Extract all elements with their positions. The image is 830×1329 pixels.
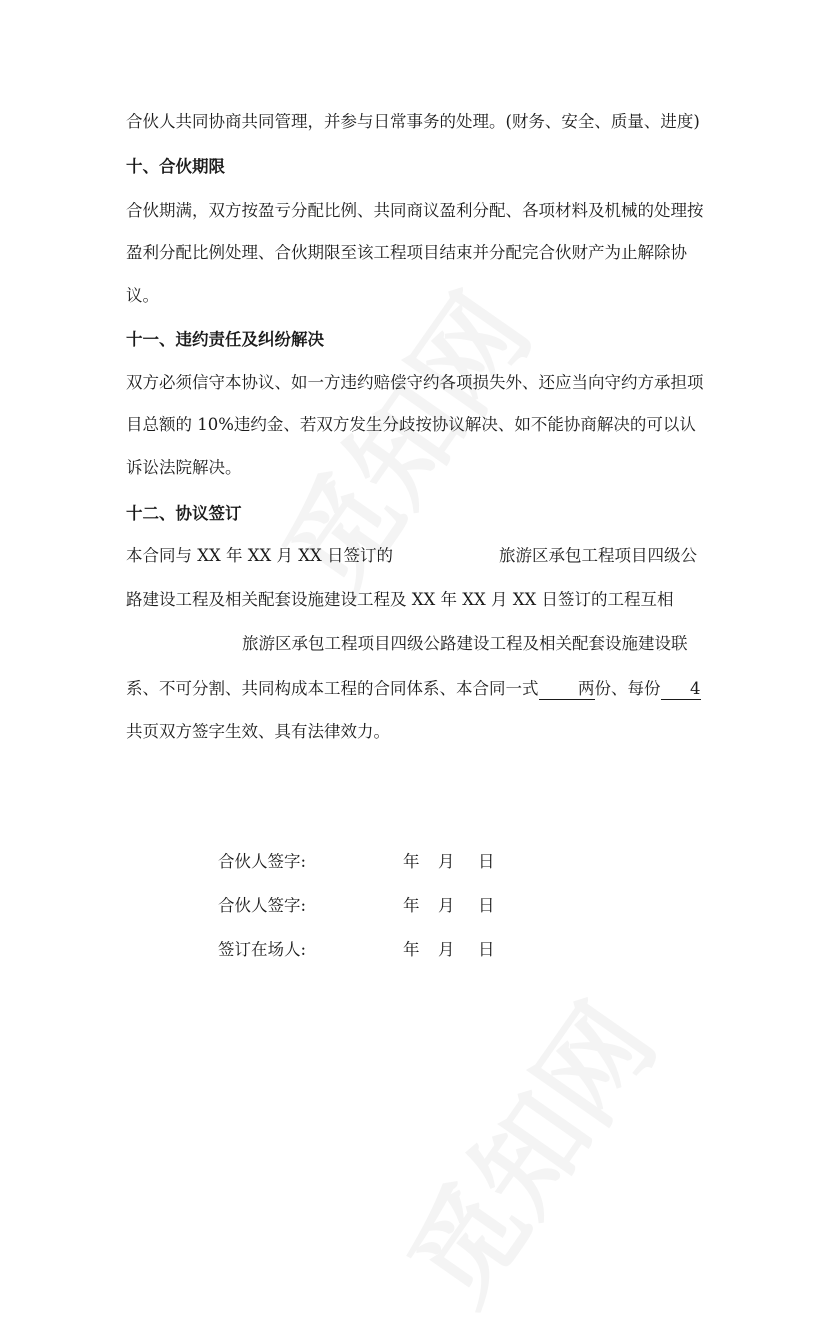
date-month: 月 (438, 940, 455, 959)
copies-count: 两 (539, 681, 595, 700)
signature-label: 签订在场人: (218, 940, 307, 959)
copies-text-after: 份、每份 (594, 679, 661, 698)
paragraph-line: 合伙期满，双方按盈亏分配比例、共同商议盈利分配、各项材料及机械的处理按 (126, 201, 704, 220)
date-year: 年 (403, 896, 420, 915)
date-day: 日 (478, 896, 495, 915)
paragraph-line: 旅游区承包工程项目四级公路建设工程及相关配套设施建设联 (242, 634, 688, 653)
paragraph-line: 本合同与 XX 年 XX 月 XX 日签订的 (126, 546, 393, 565)
paragraph-line: 合伙人共同协商共同管理，并参与日常事务的处理。(财务、安全、质量、进度) (126, 112, 700, 131)
signature-label: 合伙人签字: (218, 852, 307, 871)
date-day: 日 (478, 852, 495, 871)
copies-text-before: 系、不可分割、共同构成本工程的合同体系、本合同一式 (126, 679, 539, 698)
watermark-text (366, 969, 685, 1329)
pages-count: 4 (661, 681, 701, 700)
section-heading-11: 十一、违约责任及纠纷解决 (126, 330, 324, 349)
paragraph-line (126, 681, 701, 700)
paragraph-line: 旅游区承包工程项目四级公 (499, 546, 697, 565)
date-year: 年 (403, 852, 420, 871)
date-year: 年 (403, 940, 420, 959)
section-heading-10: 十、合伙期限 (126, 157, 225, 176)
paragraph-line: 路建设工程及相关配套设施建设工程及 XX 年 XX 月 XX 日签订的工程互相 (126, 590, 674, 609)
paragraph-line: 共页双方签字生效、具有法律效力。 (126, 722, 390, 741)
paragraph-line: 盈利分配比例处理、合伙期限至该工程项目结束并分配完合伙财产为止解除协 (126, 243, 687, 262)
signature-label: 合伙人签字: (218, 896, 307, 915)
paragraph-line: 目总额的 10%违约金、若双方发生分歧按协议解决、如不能协商解决的可以认 (126, 415, 696, 434)
watermark-text (241, 259, 560, 620)
date-month: 月 (438, 852, 455, 871)
paragraph-line: 双方必须信守本协议、如一方违约赔偿守约各项损失外、还应当向守约方承担项 (126, 373, 704, 392)
date-month: 月 (438, 896, 455, 915)
date-day: 日 (478, 940, 495, 959)
section-heading-12: 十二、协议签订 (126, 504, 242, 523)
paragraph-line: 议。 (126, 286, 159, 305)
paragraph-line: 诉讼法院解决。 (126, 458, 242, 477)
